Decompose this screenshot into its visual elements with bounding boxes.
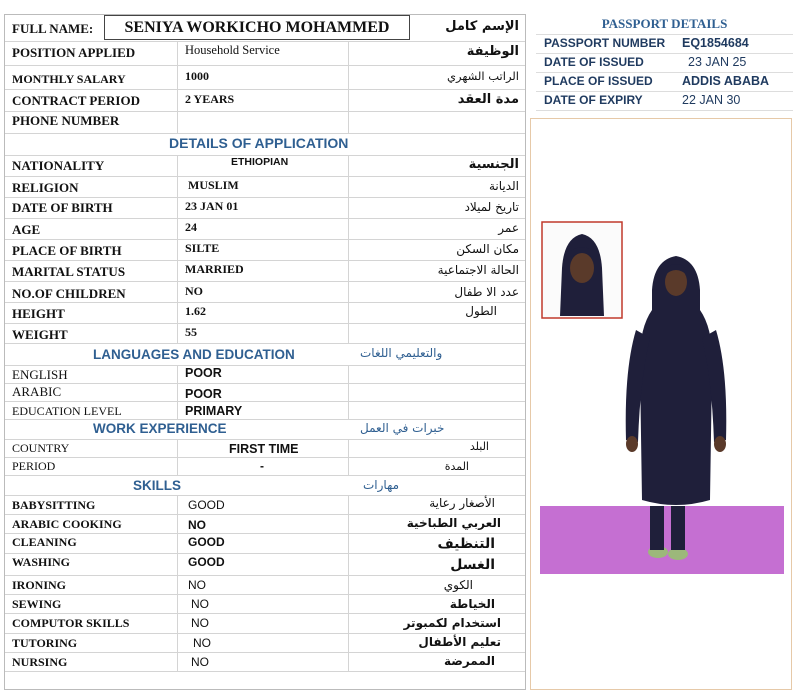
row-label: MONTHLY SALARY (12, 72, 126, 86)
row-label: NATIONALITY (12, 158, 105, 173)
full-name-ar: الإسم كامل (445, 19, 519, 34)
row-label-ar: البلد (469, 440, 489, 453)
row-value: GOOD (188, 535, 225, 549)
table-row (5, 594, 525, 614)
row-label: POSITION APPLIED (12, 45, 136, 60)
table-row (5, 652, 525, 672)
full-name-label: FULL NAME: (12, 21, 94, 36)
row-value: GOOD (188, 555, 225, 569)
row-value: POOR (185, 387, 222, 401)
passport-label: PLACE OF ISSUED (544, 74, 653, 88)
candidate-photo (540, 220, 784, 576)
passport-label: DATE OF ISSUED (544, 55, 644, 69)
row-value: NO (185, 284, 203, 298)
row-value: SILTE (185, 241, 220, 255)
row-value: NO (193, 636, 211, 650)
row-label-ar: مدة العقد (457, 92, 519, 107)
section-title: SKILLS (133, 478, 182, 493)
row-value: NO (191, 655, 209, 669)
languages-section-header (5, 343, 525, 366)
row-label: CONTRACT PERIOD (12, 93, 140, 108)
work-section-header (5, 419, 525, 440)
row-value: ETHIOPIAN (231, 156, 289, 168)
row-value: PRIMARY (185, 404, 243, 418)
row-label: MARITAL STATUS (12, 264, 126, 279)
row-value: NO (188, 578, 206, 592)
section-title: DETAILS OF APPLICATION (169, 135, 349, 151)
row-value: MARRIED (185, 262, 244, 276)
row-value: Household Service (185, 43, 280, 57)
passport-details (536, 14, 793, 110)
table-row (5, 89, 525, 112)
table-row (5, 155, 525, 177)
table-row (5, 575, 525, 595)
table-row (5, 302, 525, 324)
table-row (5, 439, 525, 458)
row-label: COUNTRY (12, 441, 70, 455)
row-label: CLEANING (12, 535, 77, 549)
section-title-ar: مهارات (363, 478, 400, 492)
row-label: HEIGHT (12, 306, 65, 321)
section-title: WORK EXPERIENCE (93, 421, 227, 436)
passport-title: PASSPORT DETAILS (536, 14, 793, 35)
table-row (5, 613, 525, 634)
table-row (5, 41, 525, 66)
row-value: NO (188, 518, 206, 532)
table-row (5, 176, 525, 198)
row-value: 1.62 (185, 304, 206, 318)
passport-value: 23 JAN 25 (688, 55, 747, 69)
row-label: SEWING (12, 597, 62, 611)
row-label: EDUCATION LEVEL (12, 404, 122, 418)
row-label-ar: العربي الطباخية (406, 516, 501, 530)
table-row (5, 218, 525, 240)
row-label-ar: الحالة الاجتماعية (437, 263, 519, 277)
row-label-ar: التنظيف (437, 536, 495, 552)
row-value: POOR (185, 366, 222, 380)
row-value: 1000 (185, 69, 209, 83)
row-value: GOOD (188, 498, 225, 512)
row-label-ar: تعليم الأطفال (418, 635, 501, 649)
row-label: AGE (12, 222, 41, 237)
row-label-ar: عمر (498, 221, 519, 235)
row-label: ENGLISH (12, 367, 68, 382)
row-label-ar: الراتب الشهري (447, 69, 519, 83)
row-label-ar: الطول (465, 304, 497, 318)
table-row (5, 514, 525, 534)
row-label-ar: الوظيفة (466, 44, 519, 59)
passport-row (536, 34, 793, 54)
table-row (5, 495, 525, 515)
row-value: NO (191, 616, 209, 630)
row-value: 24 (185, 220, 197, 234)
table-row (5, 633, 525, 653)
row-label-ar: الغسل (450, 557, 495, 573)
passport-value: ADDIS ABABA (682, 74, 770, 88)
table-row (5, 260, 525, 282)
row-label: NURSING (12, 655, 68, 669)
row-label: COMPUTOR SKILLS (12, 616, 130, 630)
passport-row (536, 53, 793, 73)
table-row (5, 197, 525, 219)
row-label: WASHING (12, 555, 71, 569)
row-value: - (260, 459, 264, 473)
section-title-ar: والتعليمي اللغات (360, 346, 443, 360)
row-label: BABYSITTING (12, 498, 96, 512)
full-name-value: SENIYA WORKICHO MOHAMMED (104, 15, 410, 40)
row-label: RELIGION (12, 180, 79, 195)
passport-value: 22 JAN 30 (682, 93, 741, 107)
row-label: ARABIC (12, 384, 62, 399)
details-section-header (5, 133, 525, 156)
row-value: 2 YEARS (185, 92, 235, 106)
row-label: NO.OF CHILDREN (12, 286, 126, 301)
table-row (5, 239, 525, 261)
row-label: TUTORING (12, 636, 78, 650)
passport-label: PASSPORT NUMBER (544, 36, 666, 50)
row-label-ar: الخياطة (449, 597, 495, 611)
row-label-ar: الكوي (443, 578, 473, 592)
passport-row (536, 72, 793, 92)
section-title: LANGUAGES AND EDUCATION (93, 347, 295, 362)
table-row (5, 65, 525, 90)
row-label: ARABIC COOKING (12, 517, 122, 531)
row-value: MUSLIM (188, 178, 239, 192)
row-label: DATE OF BIRTH (12, 200, 113, 215)
application-table (4, 14, 526, 690)
row-value: FIRST TIME (229, 442, 299, 456)
table-row (5, 533, 525, 554)
row-label: PHONE NUMBER (12, 113, 120, 128)
passport-value: EQ1854684 (682, 36, 749, 50)
table-row (5, 457, 525, 476)
table-row (5, 111, 525, 134)
row-value: 55 (185, 325, 197, 339)
section-title-ar: خبرات في العمل (360, 421, 445, 435)
row-label: PERIOD (12, 459, 56, 473)
row-label-ar: استخدام لكمبوتر (403, 616, 501, 630)
passport-row (536, 91, 793, 111)
table-row (5, 383, 525, 402)
table-row (5, 323, 525, 344)
row-label-ar: مكان السكن (456, 242, 519, 256)
row-label: WEIGHT (12, 327, 68, 342)
row-label: PLACE OF BIRTH (12, 243, 122, 258)
row-value: NO (191, 597, 209, 611)
row-label-ar: الأصغار رعاية (429, 496, 495, 510)
row-label: IRONING (12, 578, 67, 592)
skills-section-header (5, 475, 525, 496)
row-label-ar: الديانة (488, 179, 519, 193)
table-row (5, 365, 525, 384)
table-row (5, 553, 525, 576)
row-label-ar: تاريخ لميلاد (464, 200, 519, 214)
row-label-ar: الممرضة (443, 654, 495, 668)
passport-label: DATE OF EXPIRY (544, 93, 643, 107)
table-row (5, 281, 525, 303)
row-label-ar: المدة (444, 460, 469, 473)
row-label-ar: الجنسية (468, 157, 519, 172)
table-row (5, 401, 525, 420)
row-value: 23 JAN 01 (185, 199, 239, 213)
row-label-ar: عدد الا طفال (454, 285, 519, 299)
